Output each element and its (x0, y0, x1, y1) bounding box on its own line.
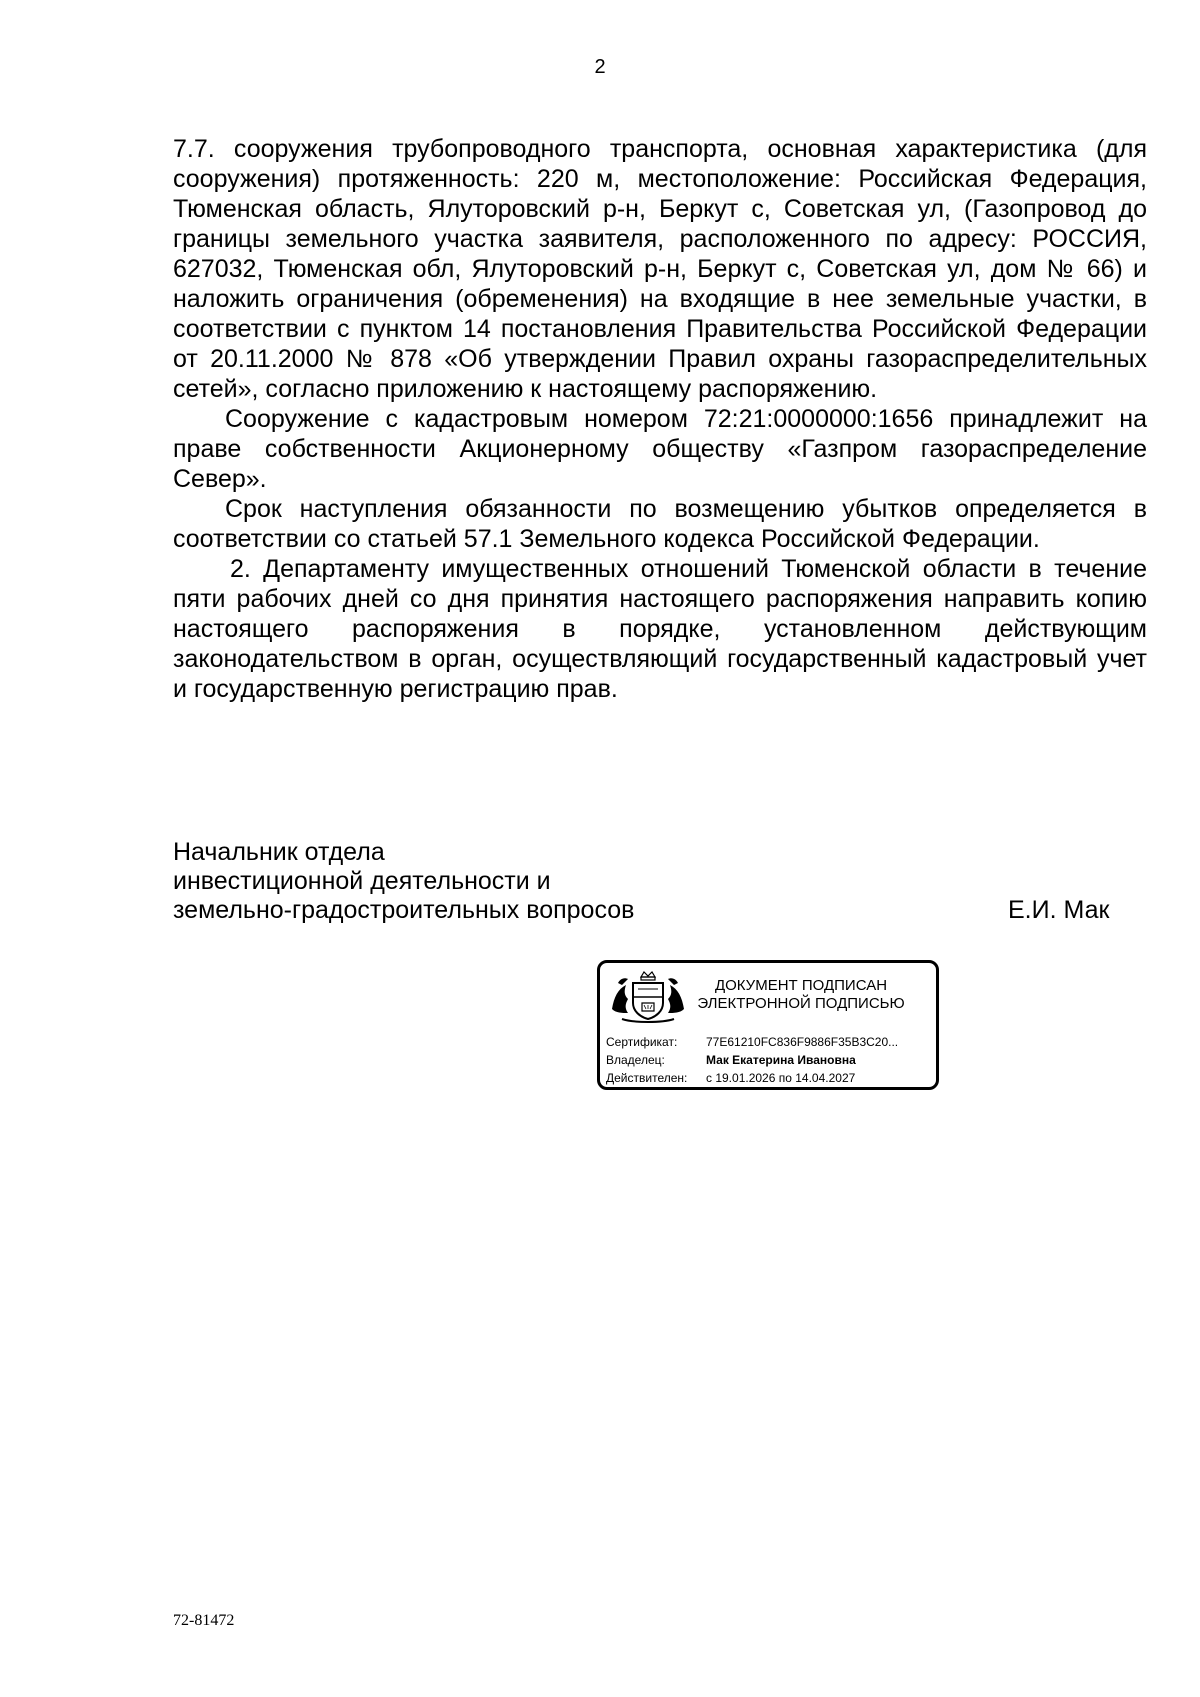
stamp-owner-row (606, 1053, 856, 1068)
signer-position-line: инвестиционной деятельности и (173, 867, 551, 895)
document-registration-code: 72-81472 (173, 1612, 235, 1629)
electronic-signature-stamp (597, 960, 939, 1090)
paragraph-compensation: Срок наступления обязанности по возмещению убытков определяется в соответствии со статьей 57.1 Земельного кодекса Российской Федерации. (173, 495, 1147, 553)
stamp-certificate-row (606, 1035, 898, 1050)
signature-block (173, 838, 634, 925)
validity-value: с 19.01.2026 по 14.04.2027 (706, 1071, 856, 1085)
signer-name: Е.И. Мак (1008, 896, 1110, 924)
paragraph-ownership: Сооружение с кадастровым номером 72:21:0000000:1656 принадлежит на праве собственности Акционерному обществу «Газпром газораспределение Север». (173, 405, 1147, 493)
page-number: 2 (594, 56, 606, 78)
stamp-title-line: ДОКУМЕНТ ПОДПИСАН (714, 977, 888, 994)
tyumen-coat-of-arms-icon (608, 969, 688, 1025)
owner-label: Владелец: (606, 1053, 665, 1067)
validity-label: Действителен: (606, 1071, 688, 1085)
document-body (173, 134, 1147, 704)
paragraph-item-2: 2. Департаменту имущественных отношений Тюменской области в течение пяти рабочих дней со дня принятия настоящего распоряжения направить копию настоящего распоряжения в порядке, установленном действующим законодательством в орган, осуществляющий государственный кадастровый учет и государственную регистрацию прав. (173, 555, 1147, 703)
certificate-value: 77E61210FC836F9886F35B3C20... (706, 1035, 899, 1049)
stamp-title (696, 977, 906, 1013)
stamp-title-line: ЭЛЕКТРОННОЙ ПОДПИСЬЮ (697, 995, 905, 1012)
paragraph-7-7: 7.7. сооружения трубопроводного транспорта, основная характеристика (для сооружения) протяженность: 220 м, местоположение: Российская Федерация, Тюменская область, Ялуторовский р-н, Беркут с, Советская ул, (Газопровод до границы земельного участка заявителя, расположенного по адресу: РОССИЯ, 627032, Тюменская обл, Ялуторовский р-н, Беркут с, Советская ул, дом № 66) и наложить ограничения (обременения) на входящие в нее земельные участки, в соответствии с пунктом 14 постановления Правительства Российской Федерации от 20.11.2000 № 878 «Об утверждении Правил охраны газораспределительных сетей», согласно приложению к настоящему распоряжению. (173, 135, 1147, 403)
signer-position-line: Начальник отдела (173, 838, 385, 866)
signer-position-line: земельно-градостроительных вопросов (173, 896, 635, 924)
stamp-validity-row (606, 1071, 855, 1086)
certificate-label: Сертификат: (606, 1035, 678, 1049)
owner-value: Мак Екатерина Ивановна (706, 1053, 856, 1067)
